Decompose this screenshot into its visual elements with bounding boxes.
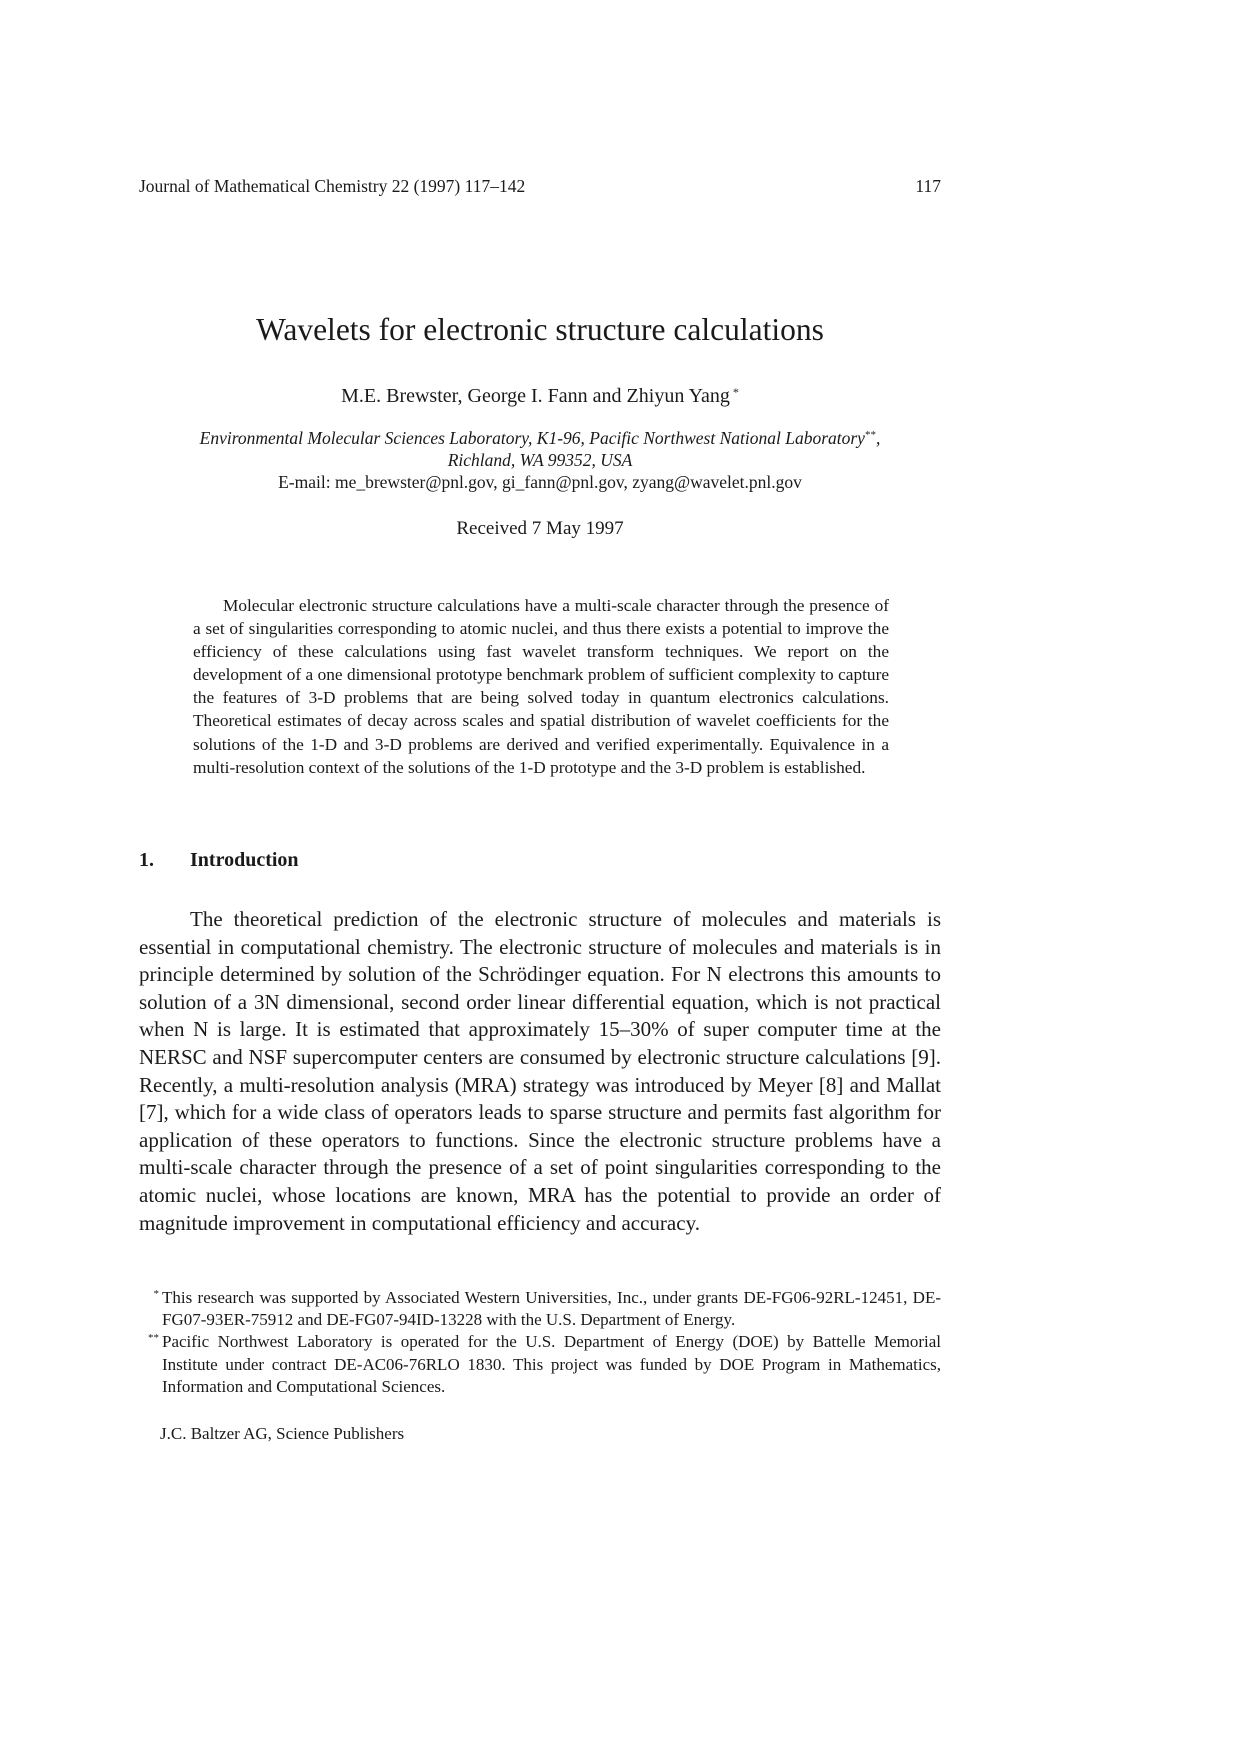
section-heading	[139, 849, 299, 872]
journal-citation: Journal of Mathematical Chemistry 22 (1997) 117–142	[139, 176, 526, 196]
affiliation-institution: Environmental Molecular Sciences Laboratory, K1-96, Pacific Northwest National Laboratory	[199, 428, 865, 448]
footnote-mark: **	[148, 1332, 159, 1345]
paper-title: Wavelets for electronic structure calculations	[256, 312, 824, 347]
running-head	[139, 176, 941, 197]
section-number: 1.	[139, 849, 154, 871]
abstract: Molecular electronic structure calculations have a multi-scale character through the presence of a set of singularities corresponding to atomic nuclei, and thus there exists a potential to improve the efficiency of these calculations using fast wavelet transform techniques. We report on the development of a one dimensional prototype benchmark problem of sufficient complexity to capture the features of 3-D problems that are being solved today in quantum electronics calculations. Theoretical estimates of decay across scales and spatial distribution of wavelet coefficients for the solutions of the 1-D and 3-D problems are derived and verified experimentally. Equivalence in a multi-resolution context of the solutions of the 1-D prototype and the 3-D problem is established.	[193, 596, 889, 777]
introduction-paragraph: The theoretical prediction of the electronic structure of molecules and materials is essential in computational chemistry. The electronic structure of molecules and materials is in principle determined by solution of the Schrödinger equation. For N electrons this amounts to solution of a 3N dimensional, second order linear differential equation, which is not practical when N is large. It is estimated that approximately 15–30% of super computer time at the NERSC and NSF supercomputer centers are consumed by electronic structure calculations [9]. Recently, a multi-resolution analysis (MRA) strategy was introduced by Meyer [8] and Mallat [7], which for a wide class of operators leads to sparse structure and permits fast algorithm for application of these operators to functions. Since the electronic structure problems have a multi-scale character through the presence of a set of point singularities corresponding to the atomic nuclei, whose locations are known, MRA has the potential to provide an order of magnitude improvement in computational efficiency and accuracy.	[139, 907, 941, 1235]
footnotes	[139, 1287, 941, 1398]
publisher-line: J.C. Baltzer AG, Science Publishers	[160, 1424, 405, 1443]
footnote	[139, 1287, 941, 1331]
author-emails: E-mail: me_brewster@pnl.gov, gi_fann@pnl.gov, zyang@wavelet.pnl.gov	[278, 472, 802, 492]
affiliation-location: Richland, WA 99352, USA	[447, 450, 633, 470]
footnote-text: Pacific Northwest Laboratory is operated for the U.S. Department of Energy (DOE) by Battelle Memorial Institute under contract DE-AC06-76RLO 1830. This project was funded by DOE Program in Mathematics, Information and Computational Sciences.	[162, 1332, 941, 1396]
section-title: Introduction	[190, 849, 299, 871]
affiliation-comma: ,	[875, 428, 881, 448]
footnote-text: This research was supported by Associated Western Universities, Inc., under grants DE-FG06-92RL-12451, DE-FG07-93ER-75912 and DE-FG07-94ID-13228 with the U.S. Department of Energy.	[162, 1288, 941, 1330]
author-list	[139, 385, 941, 408]
affiliation-block	[139, 424, 941, 493]
affiliation-line-1	[139, 424, 941, 449]
author-footnote-mark: *	[732, 385, 739, 399]
footnote-mark: *	[153, 1288, 159, 1300]
author-names: M.E. Brewster, George I. Fann and Zhiyun Yang	[341, 385, 730, 407]
received-date: Received 7 May 1997	[456, 518, 624, 539]
page-number: 117	[915, 176, 941, 196]
footnote	[139, 1331, 941, 1398]
affiliation-footnote-mark: **	[864, 429, 876, 441]
